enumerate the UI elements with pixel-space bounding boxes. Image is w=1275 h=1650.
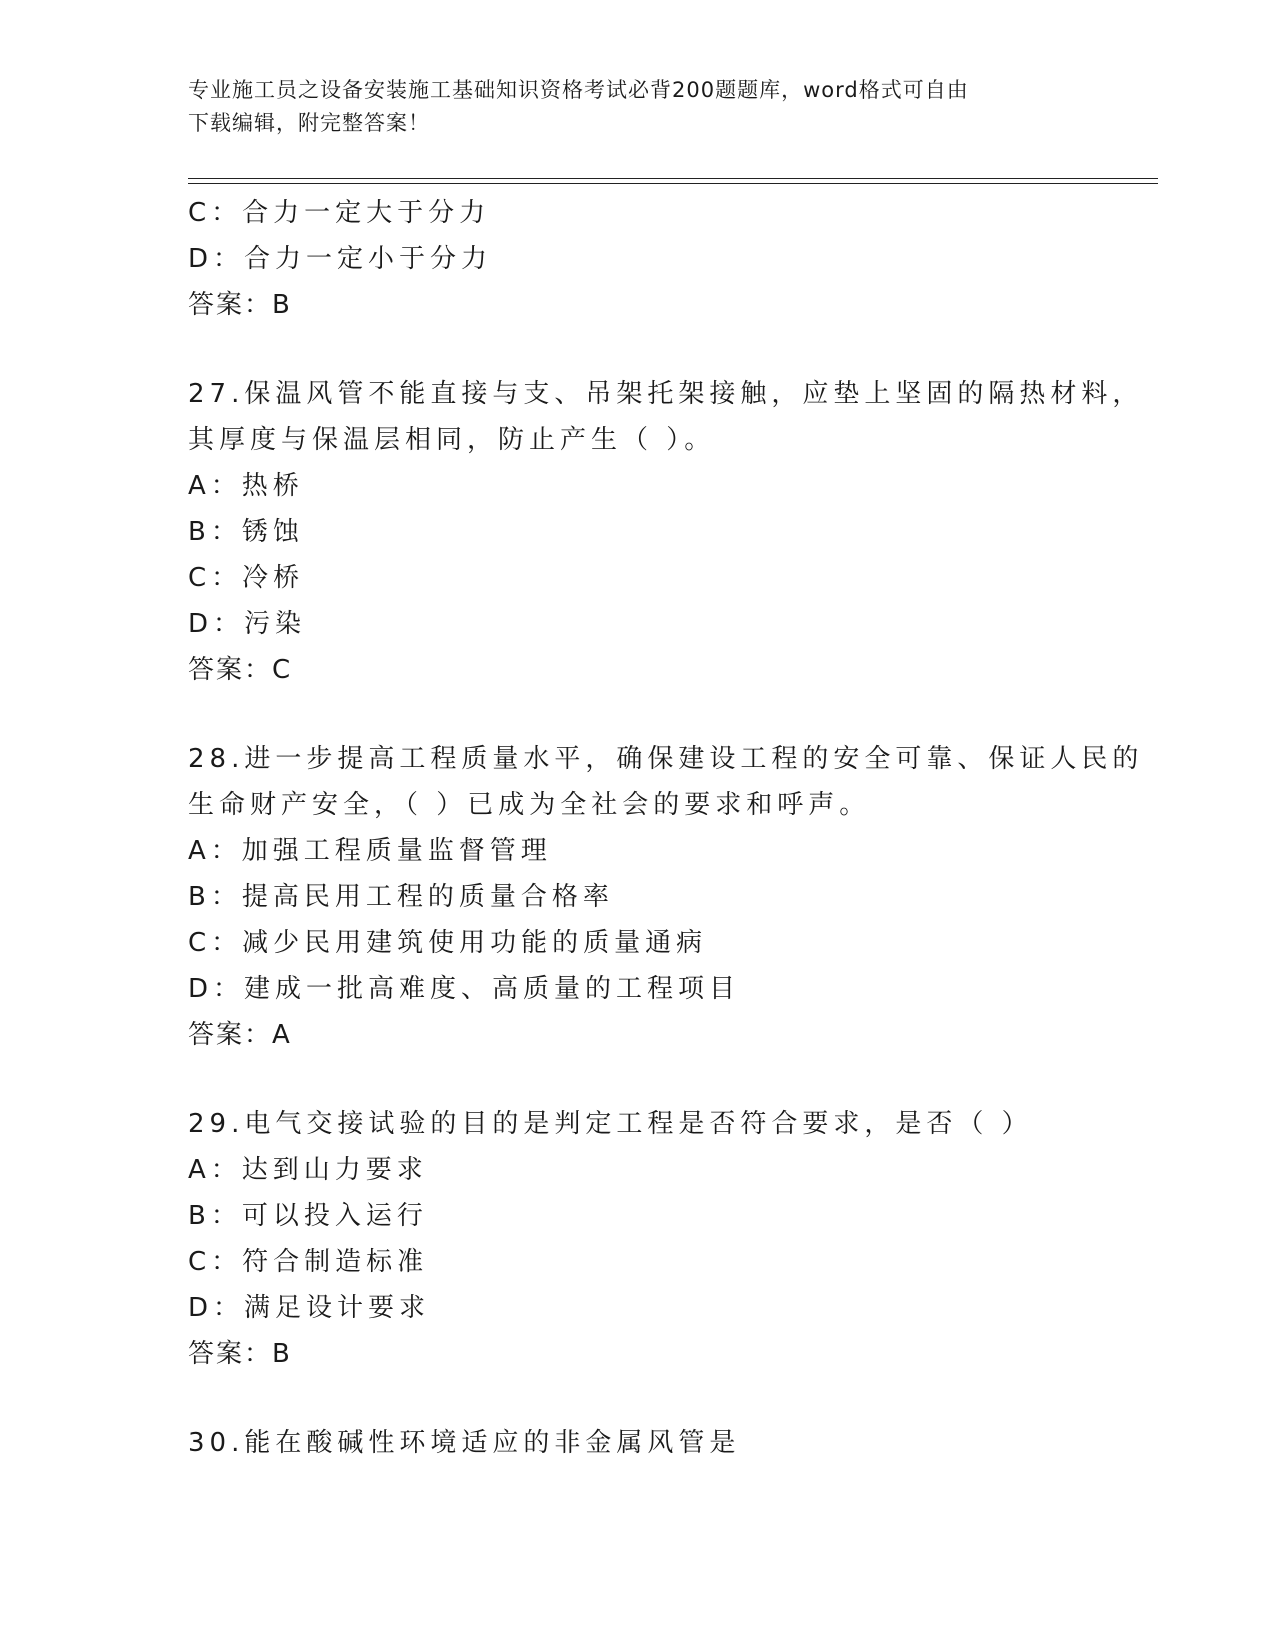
- question-29: [188, 1101, 1088, 1377]
- question-28: [188, 736, 1144, 1058]
- spacer: [188, 328, 1088, 371]
- spacer: [188, 1058, 1088, 1101]
- header-line-2: 下载编辑，附完整答案！: [188, 111, 430, 135]
- option-d: D：合力一定小于分力: [188, 244, 493, 274]
- option-b: B：可以投入运行: [188, 1201, 428, 1231]
- answer: 答案：A: [188, 1020, 292, 1050]
- question-30: [188, 1420, 1088, 1466]
- option-d: D：污染: [188, 609, 307, 639]
- option-d: D：建成一批高难度、高质量的工程项目: [188, 974, 741, 1004]
- header-line-1: 专业施工员之设备安装施工基础知识资格考试必背200题题库，word格式可自由: [188, 78, 969, 102]
- question-text-line: 28.进一步提高工程质量水平，确保建设工程的安全可靠、保证人民的: [188, 744, 1144, 774]
- question-26-continued: [188, 190, 1088, 328]
- question-text-line: 生命财产安全，（ ）已成为全社会的要求和呼声。: [188, 790, 871, 820]
- option-b: B：锈蚀: [188, 517, 304, 547]
- question-text-line: 30.能在酸碱性环境适应的非金属风管是: [188, 1428, 741, 1458]
- question-text-line: 其厚度与保温层相同，防止产生（ ）。: [188, 425, 716, 455]
- option-c: C：减少民用建筑使用功能的质量通病: [188, 928, 708, 958]
- question-27: [188, 371, 1144, 693]
- option-c: C：符合制造标准: [188, 1247, 429, 1277]
- spacer: [188, 1377, 1088, 1420]
- header-divider: [188, 178, 1158, 184]
- answer: 答案：B: [188, 1339, 292, 1369]
- question-text-line: 29.电气交接试验的目的是判定工程是否符合要求，是否（ ）: [188, 1109, 1033, 1139]
- answer: 答案：C: [188, 655, 293, 685]
- answer: 答案：B: [188, 290, 292, 320]
- spacer: [188, 693, 1088, 736]
- option-c: C：冷桥: [188, 563, 305, 593]
- option-b: B：提高民用工程的质量合格率: [188, 882, 614, 912]
- option-a: A：热桥: [188, 471, 304, 501]
- option-c: C：合力一定大于分力: [188, 198, 491, 228]
- option-a: A：加强工程质量监督管理: [188, 836, 552, 866]
- document-header: [188, 74, 1068, 140]
- question-text-line: 27.保温风管不能直接与支、吊架托架接触，应垫上坚固的隔热材料，: [188, 379, 1144, 409]
- option-d: D：满足设计要求: [188, 1293, 431, 1323]
- option-a: A：达到山力要求: [188, 1155, 428, 1185]
- question-list: [188, 190, 1144, 1466]
